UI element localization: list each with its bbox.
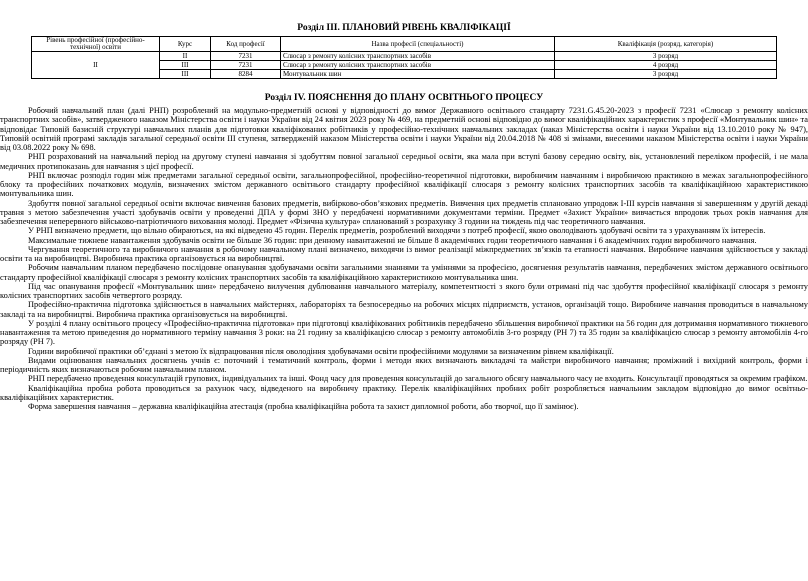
course-cell: ІІІ [160,70,211,79]
header-course: Курс [160,37,211,52]
paragraph: Форма завершення навчання – державна кваліфікаційна атестація (пробна кваліфікаційна робота та захист дипломної роботи, або творчої, що її замінює). [28,402,579,411]
qualification-cell: 3 розряд [555,52,777,61]
paragraph: РНП включає розподіл годин між предметами загальної середньої освіти, загальнопрофесійної, професійно-теоретичної підготовки, виробничим навчанням і виробничою практикою в межах загальнопрофесійного блоку та професійних початкових модулів, визначених змістом державного освітнього стандарту професійної кваліфікації слюсаря з ремонту колісних транспортних засобів та кваліфікаційною характеристикою монтувальника шин. [0,170,808,199]
paragraph: Робочим навчальним планом передбачено послідовне опанування здобувачами освіти загальними знаннями та уміннями за професією, досягнення результатів навчання, передбачених змістом державного освітнього стандарту професійної кваліфікації слюсаря з ремонту колісних транспортних засобів та кваліфікаційною характеристикою монтувальника шин. [0,263,808,282]
code-cell: 7231 [211,61,281,70]
paragraph: Здобуття повної загальної середньої освіти включає вивчення базових предметів, вибірково-обов’язкових предметів. Вивчення цих предметів сплановано упродовж І-ІІІ курсів навчання зі завершенням у другій декаді травня з метою забезпечення участі здобувачів освіти у проведенні ДПА у формі ЗНО у передбачені нормативними документами терміни. Предмет «Захист України» вивчається впродовж трьох років навчання для забезпечення неперервного військово-патріотичного виховання молоді. Предмет «Фізична культура» спланований з розрахунку 3 години на тиждень під час теоретичного навчання. [0,198,808,226]
paragraph: У РНП визначено предмети, що вільно обираються, на які відведено 45 годин. Перелік предметів, розроблений виходячи з потреб професії, якою оволодівають здобувачі освіти та з урахуванням їх інтересів. [28,226,766,236]
profession-name-cell: Монтувальник шин [281,70,555,79]
paragraph: РНП розрахований на навчальний період на другому ступені навчання зі здобуттям повної загальної середньої освіти, яка мала при вступі базову середню освіту, вік, установлений переліком професій, і не мала медичних протипоказань для навчання з цієї професії. [0,152,808,171]
header-level: Рівень професійної (професійно-технічної) освіти [32,37,160,52]
course-cell: ІІІ [160,61,211,70]
section-4-title: Розділ ІV. ПОЯСНЕННЯ ДО ПЛАНУ ОСВІТНЬОГО ПРОЦЕСУ [264,93,544,103]
header-qualification: Кваліфікація (розряд, категорія) [555,37,777,52]
qualification-cell: 3 розряд [555,70,777,79]
table-header-row [32,37,777,52]
section-3-title: Розділ ІІІ. ПЛАНОВИЙ РІВЕНЬ КВАЛІФІКАЦІЇ [297,23,511,33]
paragraph: Професійно-практична підготовка здійснюється в навчальних майстернях, лабораторіях та безпосередньо на робочих місцях підприємств, установ, організацій тощо. Виробниче навчання проводиться в навчальному закладі та на виробництві. Виробнича практика організовується на виробництві. [0,300,808,319]
header-name: Назва професії (спеціальності) [281,37,555,52]
paragraph: Робочий навчальний план (далі РНП) розроблений на модульно-предметній основі у відповідності до вимог Державного освітнього стандарту 7231.G.45.20-2023 з професії 7231 «Слюсар з ремонту колісних транспортних засобів», затвердженого наказом Міністерства освіти і науки України від 24 квітня 2023 року № 469, на предметній основі відповідно до вимог кваліфікаційних характеристик з професії «Монтувальник шин» та відповідає Типовій базисній структурі навчальних планів для підготовки кваліфікованих робітників у професійно-технічних навчальних закладах (наказ Міністерства освіти і науки України від 13.10.2010 року № 947), Типовій освітній програмі закладів загальної середньої освіти ІІІ ступеня, затвердженій наказом Міністерства освіти і науки України від 20.04.2018 № 408 зі змінами, внесеними наказом Міністерства освіти і науки України від 03.08.2022 року № 698. [0,106,808,152]
code-cell: 8284 [211,70,281,79]
paragraph: Кваліфікаційна пробна робота проводиться за рахунок часу, відведеного на виробничу практику. Перелік кваліфікаційних пробних робіт розробляється навчальним закладом відповідно до вимог освітньо-кваліфікаційних характеристик. [0,383,808,402]
table-row [32,52,777,61]
qualification-table [31,36,777,79]
paragraph: Години виробничої практики об’єднані з метою їх відпрацювання після оволодіння здобувачами освіти професійними модулями за визначеним рівнем кваліфікації. [28,346,614,356]
paragraph: Максимальне тижневе навантаження здобувачів освіти не більше 36 годин: при денному навантаженні не більше 8 академічних годин теоретичного навчання і 6 академічних годин виробничого навчання. [28,235,757,245]
paragraph: Видами оцінювання навчальних досягнень учнів є: поточний і тематичний контроль, форми і методи яких визначають викладачі та майстри виробничого навчання; проміжний і вихідний контроль, форми і періодичність яких визначаються робочим навчальним планом. [0,355,808,374]
paragraph: У розділі 4 плану освітнього процесу «Професійно-практична підготовка» при підготовці кваліфікованих робітників передбачено збільшення виробничої практики на 56 годин для дотримання нормативного тижневого навантаження та метою приведення до нормативного терміну навчання 3 роки: на 21 годину за кваліфікацією слюсар з ремонту автомобілів 3-го розряду (РН 7) та 35 годин за кваліфікацією слюсар з ремонту автомобілів 4-го розряду (РН 7). [0,318,808,347]
level-value-cell: ІІ [32,52,160,79]
course-cell: ІІ [160,52,211,61]
profession-name-cell: Слюсар з ремонту колісних транспортних засобів [281,52,555,61]
paragraph: Чергування теоретичного та виробничого навчання в робочому навчальному плані визначено, виходячи із вимог реалізації міжпредметних зв’язків та етапності навчання. Виробниче навчання здійснюється у закладі освіти та на виробництві. Виробнича практика організовується на виробництві. [0,244,808,263]
paragraph: РНП передбачено проведення консультацій групових, індивідуальних та інші. Фонд часу для проведення консультацій до загального обсягу навчального часу не входить. Консультації проводяться за окремим графіком. [28,374,808,384]
paragraph: Під час опанування професії «Монтувальник шин» передбачено вилучення дублювання навчального матеріалу, компетентності з якого були отримані під час здобуття професійної кваліфікації слюсаря з ремонту колісних транспортних засобів четвертого розряду. [0,281,808,300]
code-cell: 7231 [211,52,281,61]
profession-name-cell: Слюсар з ремонту колісних транспортних засобів [281,61,555,70]
header-code: Код професії [211,37,281,52]
qualification-cell: 4 розряд [555,61,777,70]
explanatory-text [0,106,808,411]
